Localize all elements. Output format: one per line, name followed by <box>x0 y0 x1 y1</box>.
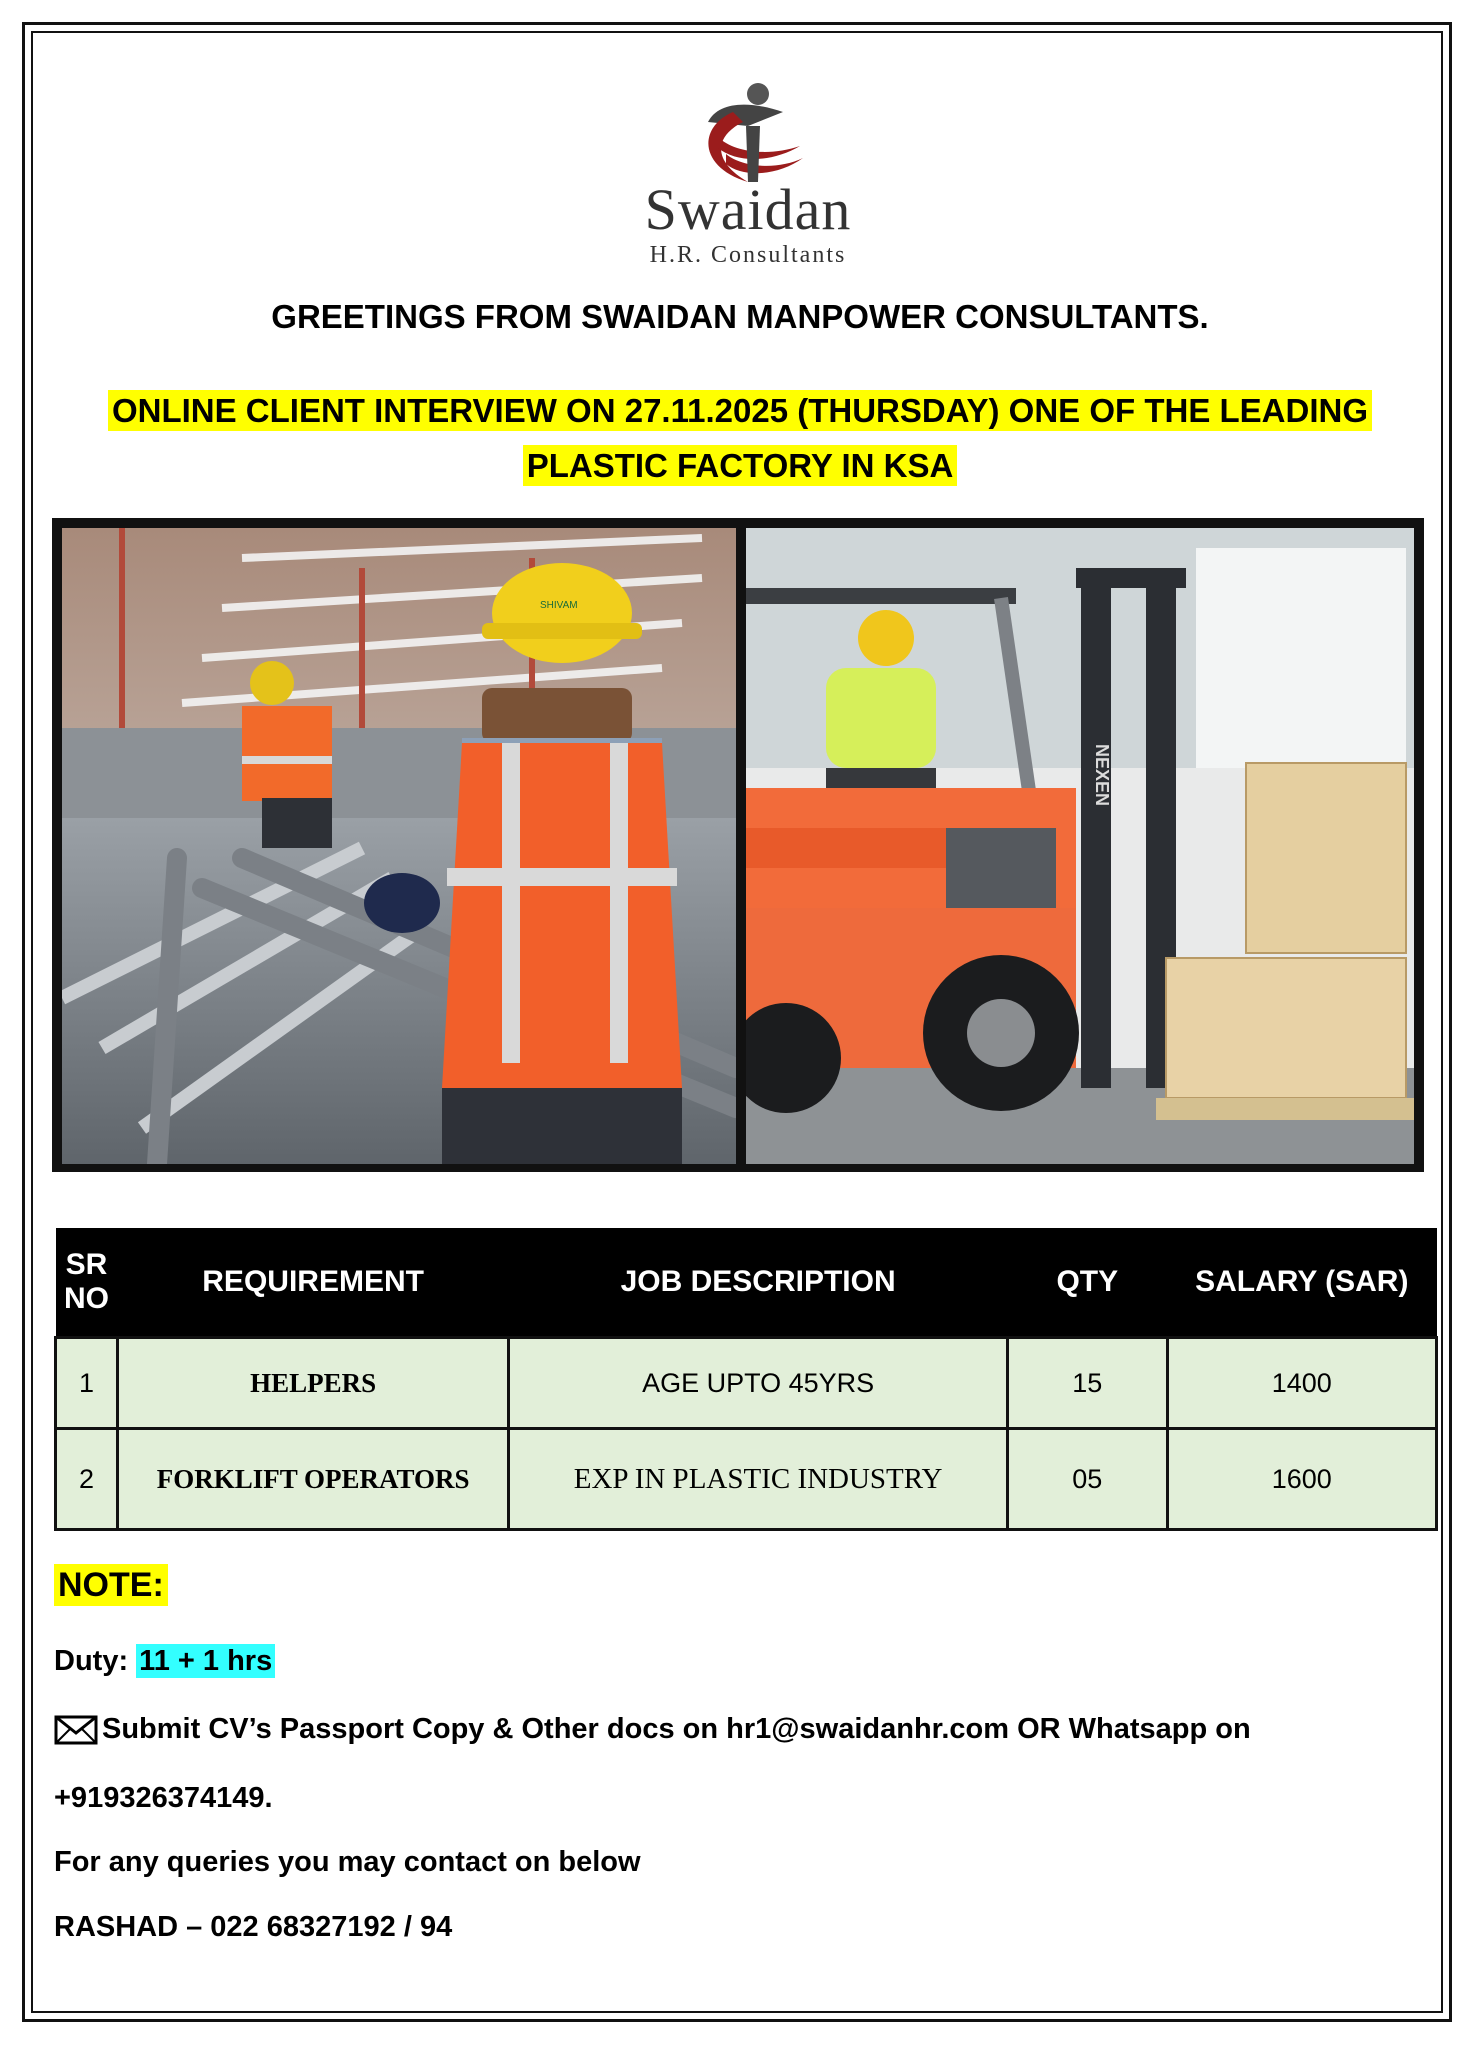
greeting-heading: GREETINGS FROM SWAIDAN MANPOWER CONSULTANTS. <box>271 298 1209 335</box>
whatsapp-number: +919326374149. <box>54 1782 273 1814</box>
table-header-row <box>56 1228 1437 1338</box>
logo-name: Swaidan <box>644 177 852 242</box>
forklift-brand-text: NEXEN <box>1092 744 1112 807</box>
cell-description: AGE UPTO 45YRS <box>509 1338 1008 1429</box>
swaidan-logo-icon <box>688 82 808 192</box>
cell-requirement: HELPERS <box>117 1338 508 1429</box>
header-requirement: REQUIREMENT <box>117 1228 508 1338</box>
duty-value: 11 + 1 hrs <box>136 1644 275 1678</box>
duty-label: Duty: <box>54 1645 129 1677</box>
headline-line-2: PLASTIC FACTORY IN KSA <box>523 445 958 486</box>
cell-sr: 1 <box>56 1338 118 1429</box>
headline-line-1: ONLINE CLIENT INTERVIEW ON 27.11.2025 (THURSDAY) ONE OF THE LEADING <box>108 390 1372 431</box>
job-requirements-table <box>54 1228 1438 1531</box>
header-sr-no: SR NO <box>56 1228 118 1338</box>
cell-qty: 05 <box>1007 1429 1167 1530</box>
envelope-icon <box>54 1715 98 1745</box>
cell-salary: 1600 <box>1167 1429 1436 1530</box>
interview-headline <box>60 383 1420 493</box>
cell-salary: 1400 <box>1167 1338 1436 1429</box>
note-heading: NOTE: <box>54 1566 168 1605</box>
submit-line <box>54 1713 1251 1746</box>
forklift-photo <box>746 528 1414 1164</box>
swaidan-logo <box>598 82 898 268</box>
cell-requirement: FORKLIFT OPERATORS <box>117 1429 508 1530</box>
cell-description: EXP IN PLASTIC INDUSTRY <box>509 1429 1008 1530</box>
table-row <box>56 1429 1437 1530</box>
hardhat-logo-text: SHIVAM <box>540 600 578 611</box>
table-row <box>56 1338 1437 1429</box>
submit-text: Submit CV’s Passport Copy & Other docs on hr1@swaidanhr.com OR Whatsapp on <box>102 1713 1251 1745</box>
cell-qty: 15 <box>1007 1338 1167 1429</box>
header-salary: SALARY (SAR) <box>1167 1228 1436 1338</box>
duty-line <box>54 1645 275 1678</box>
contact-line: RASHAD – 022 68327192 / 94 <box>54 1911 453 1943</box>
queries-line: For any queries you may contact on below <box>54 1846 641 1878</box>
photo-collage <box>52 518 1424 1172</box>
header-qty: QTY <box>1007 1228 1167 1338</box>
cell-sr: 2 <box>56 1429 118 1530</box>
logo-subtitle: H.R. Consultants <box>649 242 847 268</box>
factory-workers-photo <box>62 528 736 1164</box>
header-job-description: JOB DESCRIPTION <box>509 1228 1008 1338</box>
